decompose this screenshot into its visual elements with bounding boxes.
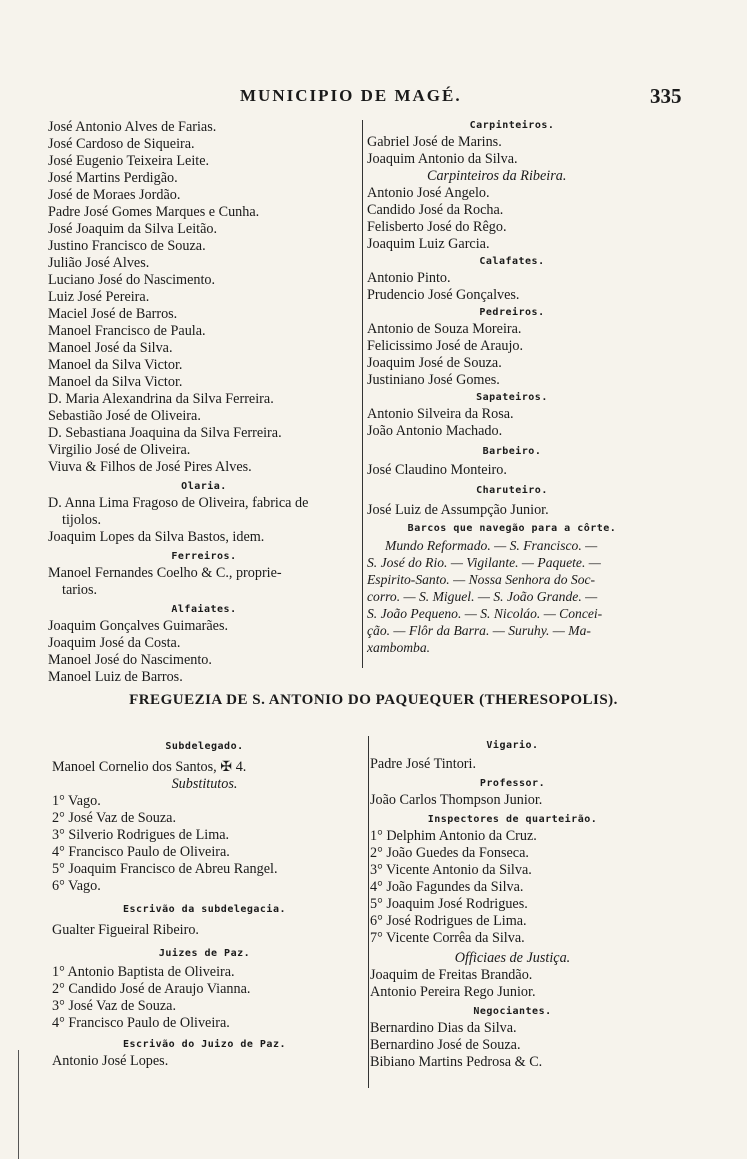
alfaiates-heading: Alfaiates.: [171, 604, 237, 615]
inspectores-heading: Inspectores de quarteirão.: [427, 814, 598, 825]
list-item: Antonio José Angelo.: [367, 185, 490, 201]
boats-line: ção. — Flôr da Barra. — Suruhy. — Ma-: [367, 623, 591, 638]
list-item: 5° Joaquim Francisco de Abreu Rangel.: [52, 861, 278, 877]
list-item: 6° Vago.: [52, 878, 101, 894]
list-item: 3° José Vaz de Souza.: [52, 998, 177, 1014]
left-margin-mark: [18, 1050, 19, 1159]
top-left-column: [48, 119, 360, 686]
list-item: Viuva & Filhos de José Pires Alves.: [48, 459, 252, 475]
list-item: Manoel Francisco de Paula.: [48, 323, 206, 339]
list-item: D. Anna Lima Fragoso de Oliveira, fabrica de: [48, 495, 309, 511]
list-item: 3° Silverio Rodrigues de Lima.: [52, 827, 230, 843]
list-item: Justino Francisco de Souza.: [48, 238, 206, 254]
list-item: Antonio Pereira Rego Junior.: [370, 984, 536, 1000]
boats-paragraph: [367, 537, 657, 656]
list-item: Virgilio José de Oliveira.: [48, 442, 191, 458]
escrivao-subdelegacia-heading: Escrivão da subdelegacia.: [122, 904, 286, 915]
resident-list: [48, 119, 360, 476]
list-item: Bibiano Martins Pedrosa & C.: [370, 1054, 543, 1070]
list-item: José Cardoso de Siqueira.: [48, 136, 195, 152]
list-item: Bernardino Dias da Silva.: [370, 1020, 517, 1036]
list-item: Julião José Alves.: [48, 255, 150, 271]
list-item: Joaquim José de Souza.: [367, 355, 502, 371]
list-item: Felisberto José do Rêgo.: [367, 219, 507, 235]
boats-line: Espirito-Santo. — Nossa Senhora do Soc-: [367, 572, 596, 587]
professor-heading: Professor.: [479, 778, 546, 789]
list-item: Gualter Figueiral Ribeiro.: [52, 922, 199, 938]
list-item: Manoel da Silva Victor.: [48, 357, 183, 373]
list-item: José de Moraes Jordão.: [48, 187, 181, 203]
list-item: João Antonio Machado.: [367, 423, 503, 439]
bottom-right-column: [370, 737, 655, 1071]
list-item: D. Sebastiana Joaquina da Silva Ferreira.: [48, 425, 282, 441]
subdelegado-heading: Subdelegado.: [165, 741, 244, 752]
list-item: 2° João Guedes da Fonseca.: [370, 845, 529, 861]
list-item: Luciano José do Nascimento.: [48, 272, 216, 288]
section-title: FREGUEZIA DE S. ANTONIO DO PAQUEQUER (THERESOPOLIS).: [129, 692, 618, 708]
page-number: 335: [650, 84, 682, 108]
list-item: 2° Candido José de Araujo Vianna.: [52, 981, 251, 997]
list-item: Justiniano José Gomes.: [367, 372, 500, 388]
list-item: Joaquim Antonio da Silva.: [367, 151, 518, 167]
bottom-left-column: [52, 738, 357, 1070]
list-item: 6° José Rodrigues de Lima.: [370, 913, 527, 929]
ribeira-heading: Carpinteiros da Ribeira.: [427, 168, 567, 184]
list-item: tarios.: [62, 582, 98, 598]
list-item: José Eugenio Teixeira Leite.: [48, 153, 210, 169]
list-item: tijolos.: [62, 512, 102, 528]
list-item: Antonio de Souza Moreira.: [367, 321, 522, 337]
calafates-heading: Calafates.: [479, 256, 545, 267]
running-title: MUNICIPIO DE MAGÉ.: [240, 86, 462, 105]
list-item: Joaquim de Freitas Brandão.: [370, 967, 533, 983]
boats-line: xambomba.: [367, 640, 431, 655]
list-item: Manoel Luiz de Barros.: [48, 669, 183, 685]
list-item: José Antonio Alves de Farias.: [48, 119, 217, 135]
list-item: 4° Francisco Paulo de Oliveira.: [52, 844, 230, 860]
list-item: Manoel José do Nascimento.: [48, 652, 212, 668]
list-item: 7° Vicente Corrêa da Silva.: [370, 930, 525, 946]
list-item: Gabriel José de Marins.: [367, 134, 502, 150]
list-item: Manoel José da Silva.: [48, 340, 173, 356]
list-item: 1° Vago.: [52, 793, 101, 809]
list-item: Joaquim Gonçalves Guimarães.: [48, 618, 229, 634]
list-item: Antonio Silveira da Rosa.: [367, 406, 514, 422]
list-item: Prudencio José Gonçalves.: [367, 287, 520, 303]
list-item: D. Maria Alexandrina da Silva Ferreira.: [48, 391, 274, 407]
list-item: Maciel José de Barros.: [48, 306, 178, 322]
list-item: Antonio Pinto.: [367, 270, 451, 286]
pedreiros-heading: Pedreiros.: [479, 307, 545, 318]
list-item: 5° Joaquim José Rodrigues.: [370, 896, 528, 912]
list-item: 4° Francisco Paulo de Oliveira.: [52, 1015, 230, 1031]
list-item: Bernardino José de Souza.: [370, 1037, 521, 1053]
list-item: Manoel da Silva Victor.: [48, 374, 183, 390]
charuteiro-heading: Charuteiro.: [476, 485, 548, 496]
officiaes-heading: Officiaes de Justiça.: [454, 950, 571, 966]
list-item: Sebastião José de Oliveira.: [48, 408, 201, 424]
boats-line: S. José do Rio. — Vigilante. — Paquete. —: [367, 555, 601, 570]
list-item: 1° Antonio Baptista de Oliveira.: [52, 964, 235, 980]
list-item: Padre José Tintori.: [370, 756, 477, 772]
substitutos-heading: Substitutos.: [171, 776, 238, 792]
barbeiro-heading: Barbeiro.: [482, 446, 542, 457]
carpinteiros-heading: Carpinteiros.: [469, 120, 555, 131]
ferreiros-heading: Ferreiros.: [171, 551, 237, 562]
boats-line: corro. — S. Miguel. — S. João Grande. —: [367, 589, 598, 604]
list-item: 3° Vicente Antonio da Silva.: [370, 862, 532, 878]
list-item: Felicissimo José de Araujo.: [367, 338, 524, 354]
list-item: Manoel Cornelio dos Santos, ✠ 4.: [52, 759, 247, 775]
sapateiros-heading: Sapateiros.: [476, 392, 548, 403]
list-item: Joaquim Luiz Garcia.: [367, 236, 490, 252]
boats-line: Mundo Reformado. — S. Francisco. —: [385, 538, 598, 553]
barcos-heading: Barcos que navegão para a côrte.: [407, 523, 617, 534]
list-item: José Martins Perdigão.: [48, 170, 178, 186]
negociantes-heading: Negociantes.: [473, 1006, 552, 1017]
olaria-heading: Olaria.: [181, 481, 227, 492]
column-divider-bottom: [368, 736, 369, 1088]
list-item: João Carlos Thompson Junior.: [370, 792, 543, 808]
list-item: José Claudino Monteiro.: [367, 462, 507, 478]
escrivao-juizo-heading: Escrivão do Juizo de Paz.: [122, 1039, 286, 1050]
page-header: [0, 86, 747, 110]
column-divider-top: [362, 120, 363, 668]
list-item: 4° João Fagundes da Silva.: [370, 879, 524, 895]
list-item: 2° José Vaz de Souza.: [52, 810, 177, 826]
top-right-column: [367, 117, 657, 656]
boats-line: S. João Pequeno. — S. Nicoláo. — Concei-: [367, 606, 603, 621]
list-item: Candido José da Rocha.: [367, 202, 504, 218]
vigario-heading: Vigario.: [486, 740, 539, 751]
list-item: Padre José Gomes Marques e Cunha.: [48, 204, 260, 220]
list-item: José Luiz de Assumpção Junior.: [367, 502, 549, 518]
list-item: José Joaquim da Silva Leitão.: [48, 221, 218, 237]
list-item: Joaquim Lopes da Silva Bastos, idem.: [48, 529, 265, 545]
juizes-heading: Juizes de Paz.: [158, 948, 251, 959]
list-item: Antonio José Lopes.: [52, 1053, 169, 1069]
list-item: Joaquim José da Costa.: [48, 635, 181, 651]
list-item: 1° Delphim Antonio da Cruz.: [370, 828, 537, 844]
list-item: Manoel Fernandes Coelho & C., proprie-: [48, 565, 282, 581]
list-item: Luiz José Pereira.: [48, 289, 150, 305]
